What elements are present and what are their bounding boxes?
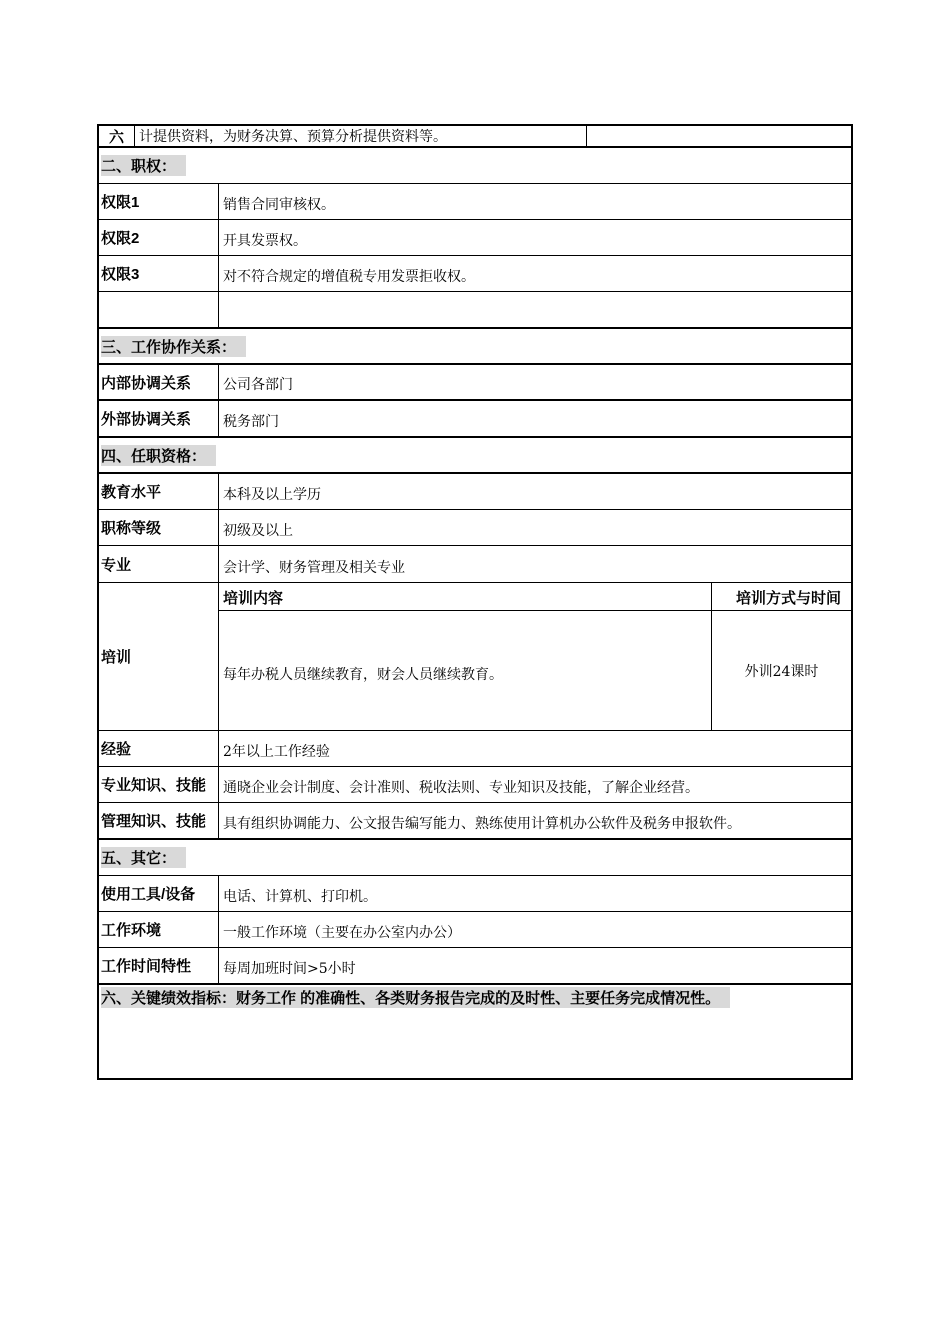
section-title: 三、工作协作关系： — [101, 336, 246, 357]
row-value: 具有组织协调能力、公文报告编写能力、熟练使用计算机办公软件及税务申报软件。 — [223, 816, 741, 832]
collaboration-row — [99, 401, 851, 438]
row-value: 电话、计算机、打印机。 — [223, 889, 377, 905]
row-value: 每周加班时间>5小时 — [223, 961, 356, 977]
section-kpi — [99, 985, 851, 1078]
section-title: 六、关键绩效指标：财务工作 的准确性、各类财务报告完成的及时性、主要任务完成情况性。 — [101, 987, 730, 1008]
row-label: 培训 — [99, 583, 219, 730]
qualification-row — [99, 546, 851, 583]
row-value — [219, 292, 851, 327]
row-label: 权限3 — [99, 256, 219, 291]
row-label: 使用工具/设备 — [99, 876, 219, 911]
row-label: 权限1 — [99, 184, 219, 219]
section-other-header — [99, 840, 851, 876]
row-label: 经验 — [99, 731, 219, 766]
other-row — [99, 876, 851, 912]
row-value: 会计学、财务管理及相关专业 — [223, 560, 405, 576]
row-value: 公司各部门 — [223, 377, 293, 393]
section-title: 五、其它： — [101, 847, 186, 868]
row-label: 工作环境 — [99, 912, 219, 947]
row-label: 教育水平 — [99, 474, 219, 509]
row-value: 本科及以上学历 — [223, 487, 321, 503]
continued-duty-row — [99, 124, 851, 148]
row-value: 一般工作环境（主要在办公室内办公） — [223, 925, 461, 941]
section-authority-header — [99, 148, 851, 184]
row-label: 内部协调关系 — [99, 365, 219, 399]
training-block — [99, 583, 851, 731]
qualification-row — [99, 474, 851, 510]
row-value: 税务部门 — [223, 414, 279, 430]
training-header — [219, 583, 851, 611]
row-value: 开具发票权。 — [223, 233, 307, 249]
row-label: 权限2 — [99, 220, 219, 255]
row-label: 工作时间特性 — [99, 948, 219, 983]
collaboration-row — [99, 365, 851, 401]
authority-row — [99, 256, 851, 292]
row-value: 2年以上工作经验 — [223, 744, 330, 760]
section-title: 四、任职资格： — [101, 445, 216, 466]
qualification-row — [99, 731, 851, 767]
section-collaboration-header — [99, 329, 851, 365]
training-method-header: 培训方式与时间 — [735, 590, 841, 607]
row-label: 管理知识、技能 — [99, 803, 219, 838]
authority-row-empty — [99, 292, 851, 329]
training-row — [219, 611, 851, 730]
training-content: 每年办税人员继续教育，财会人员继续教育。 — [219, 611, 712, 730]
authority-row — [99, 220, 851, 256]
row-label: 专业 — [99, 546, 219, 582]
section-qualification-header — [99, 438, 851, 474]
row-label: 外部协调关系 — [99, 401, 219, 436]
qualification-row — [99, 767, 851, 803]
row-value: 销售合同审核权。 — [223, 197, 335, 213]
training-content-header: 培训内容 — [219, 583, 712, 610]
row-value: 对不符合规定的增值税专用发票拒收权。 — [223, 269, 475, 285]
section-title: 二、职权： — [101, 155, 186, 176]
authority-row — [99, 184, 851, 220]
job-description-table — [97, 124, 853, 1080]
row-label — [99, 292, 219, 327]
row-value: 通晓企业会计制度、会计准则、税收法则、专业知识及技能，了解企业经营。 — [223, 780, 699, 796]
duty-empty-cell — [587, 126, 851, 146]
training-method: 外训24课时 — [744, 663, 819, 680]
duty-index: 六 — [99, 126, 135, 146]
row-label: 专业知识、技能 — [99, 767, 219, 802]
other-row — [99, 948, 851, 985]
row-label: 职称等级 — [99, 510, 219, 545]
row-value: 初级及以上 — [223, 523, 293, 539]
qualification-row — [99, 803, 851, 840]
duty-text: 计提供资料，为财务决算、预算分析提供资料等。 — [135, 126, 587, 146]
qualification-row — [99, 510, 851, 546]
other-row — [99, 912, 851, 948]
